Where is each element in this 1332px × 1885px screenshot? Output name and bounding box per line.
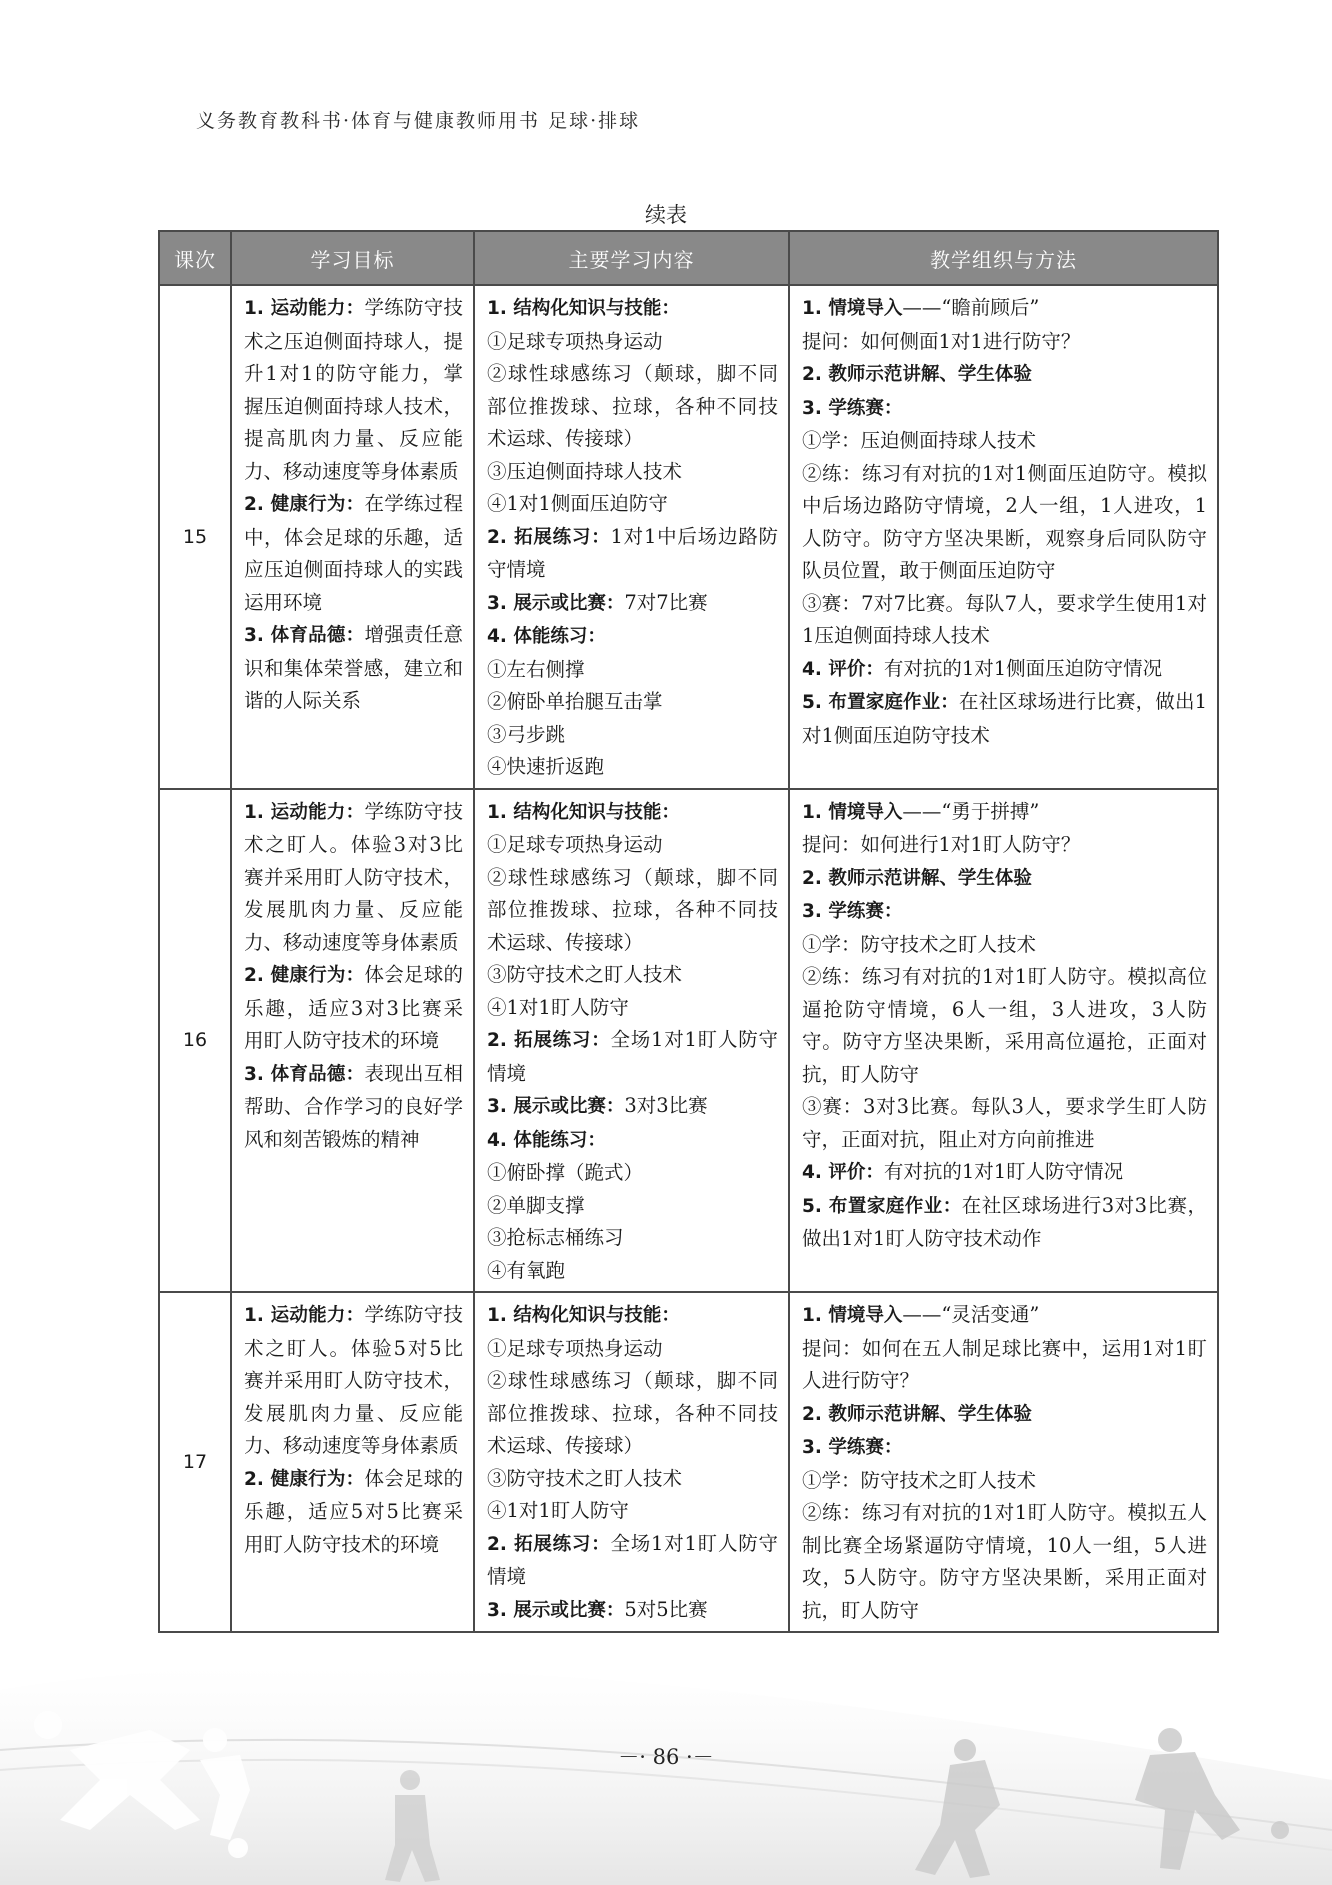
- content-entry-text: ④1对1盯人防守: [487, 1499, 629, 1522]
- methods-entry-label: 5. 布置家庭作业：: [802, 1195, 962, 1217]
- methods-cell: [789, 789, 1218, 1293]
- header-methods: 教学组织与方法: [789, 231, 1218, 285]
- content-cell: [474, 1292, 789, 1632]
- methods-entry-label: 5. 布置家庭作业：: [802, 692, 959, 713]
- methods-entry-text: ③赛：7对7比赛。每队7人，要求学生使用1对1压迫侧面持球人技术: [802, 591, 1207, 647]
- methods-entry-label: 4. 评价：: [802, 658, 884, 680]
- content-entry-label: 1. 结构化知识与技能：: [487, 801, 680, 823]
- page-number: －· 86 ·－: [618, 1745, 714, 1769]
- goals-entry: [244, 488, 463, 619]
- methods-entry-text: 有对抗的1对1盯人防守情况: [883, 1160, 1124, 1183]
- content-entry-label: 3. 展示或比赛：: [487, 592, 625, 614]
- content-entry: [487, 719, 778, 752]
- content-cell: [474, 789, 789, 1293]
- content-entry-label: 3. 展示或比赛：: [487, 1096, 625, 1117]
- content-entry: [487, 292, 778, 326]
- methods-entry: [802, 1465, 1207, 1498]
- content-entry: [487, 751, 778, 784]
- methods-entry: [802, 1190, 1207, 1256]
- content-entry-label: 2. 拓展练习：: [487, 526, 611, 548]
- content-entry: [487, 686, 778, 719]
- goals-entry: [244, 1299, 463, 1463]
- goals-cell: [231, 1292, 474, 1632]
- header-goals: 学习目标: [231, 231, 474, 285]
- table-caption: 续表: [645, 203, 687, 227]
- methods-entry: [802, 425, 1207, 458]
- content-entry-label: 1. 结构化知识与技能：: [487, 1305, 680, 1326]
- content-entry: [487, 587, 778, 621]
- methods-entry-text: ②练：练习有对抗的1对1侧面压迫防守。模拟中后场边路防守情境，2人一组，1人进攻，1人防守。防守方坚决果断，观察身后同队防守队员位置，敢于侧面压迫防守: [802, 461, 1207, 582]
- content-entry: [487, 959, 778, 992]
- methods-entry-text: ①学：防守技术之盯人技术: [802, 932, 1037, 956]
- running-header: 义务教育教科书·体育与健康教师用书 足球·排球: [196, 110, 641, 132]
- methods-entry: [802, 1156, 1207, 1190]
- content-entry: [487, 1594, 778, 1628]
- content-entry-text: ②球性球感练习（颠球，脚不同部位推拨球、拉球，各种不同技术运球、传接球）: [487, 865, 778, 954]
- content-entry-label: 3. 展示或比赛：: [487, 1599, 625, 1621]
- content-entry-text: ④快速折返跑: [487, 755, 605, 778]
- methods-entry: [802, 588, 1207, 653]
- goals-entry: [244, 1058, 463, 1157]
- goals-entry-label: 3. 体育品德：: [244, 625, 365, 646]
- methods-entry: [802, 1091, 1207, 1156]
- goals-entry-label: 2. 健康行为：: [244, 965, 365, 986]
- content-entry: [487, 992, 778, 1025]
- content-entry-text: ②俯卧单抬腿互击掌: [487, 690, 663, 713]
- methods-entry-text: ③赛：3对3比赛。每队3人，要求学生盯人防守，正面对抗，阻止对方向前推进: [802, 1095, 1207, 1151]
- content-entry-text: ①左右侧撑: [487, 657, 585, 681]
- content-entry-text: ①俯卧撑（跪式）: [487, 1161, 644, 1184]
- methods-entry-text: ——“瞻前顾后”: [902, 296, 1040, 319]
- methods-entry-text: ——“勇于拼搏”: [902, 799, 1040, 823]
- content-entry: [487, 1024, 778, 1090]
- goals-entry-text: 体会足球的乐趣，适应5对5比赛采用盯人防守技术的环境: [244, 1466, 463, 1556]
- lesson-number: 17: [159, 1292, 231, 1632]
- methods-entry-label: 1. 情境导入: [802, 1305, 903, 1326]
- methods-entry: [802, 1497, 1207, 1627]
- content-entry: [487, 620, 778, 654]
- content-entry: [487, 862, 778, 960]
- goals-entry-label: 2. 健康行为：: [244, 1468, 365, 1490]
- lesson-number: 15: [159, 285, 231, 789]
- content-entry: [487, 326, 778, 359]
- content-entry: [487, 796, 778, 830]
- goals-cell: [231, 285, 474, 789]
- goals-entry: [244, 959, 463, 1058]
- content-entry: [487, 1190, 778, 1223]
- content-entry-text: ③防守技术之盯人技术: [487, 1466, 683, 1490]
- methods-entry-text: ①学：防守技术之盯人技术: [802, 1468, 1037, 1492]
- content-entry-text: ④1对1盯人防守: [487, 995, 629, 1019]
- content-entry: [487, 1157, 778, 1190]
- content-entry-text: 全场1对1盯人防守情境: [487, 1028, 778, 1085]
- content-entry: [487, 1495, 778, 1528]
- methods-entry: [802, 458, 1207, 588]
- content-entry-label: 2. 拓展练习：: [487, 1030, 611, 1051]
- content-entry-text: 3对3比赛: [624, 1094, 708, 1117]
- methods-entry-label: 1. 情境导入: [802, 801, 903, 823]
- methods-entry: [802, 1299, 1207, 1333]
- content-entry: [487, 1222, 778, 1255]
- methods-entry-text: 在社区球场进行比赛，做出1对1侧面压迫防守技术: [802, 690, 1207, 747]
- methods-entry: [802, 1333, 1207, 1398]
- goals-entry-label: 1. 运动能力：: [244, 298, 365, 319]
- methods-entry-text: ——“灵活变通”: [902, 1303, 1040, 1326]
- table-row: [159, 1292, 1218, 1632]
- goals-entry: [244, 1463, 463, 1562]
- methods-cell: [789, 1292, 1218, 1632]
- methods-entry: [802, 1431, 1207, 1465]
- content-cell: [474, 285, 789, 789]
- methods-entry: [802, 1398, 1207, 1432]
- header-lesson: 课次: [159, 231, 231, 285]
- goals-entry-text: 学练防守技术之盯人。体验5对5比赛并采用盯人防守技术，发展肌肉力量、反应能力、移动速度等身体素质: [244, 1303, 463, 1457]
- goals-entry-text: 学练防守技术之压迫侧面持球人，提升1对1的防守能力，掌握压迫侧面持球人技术，提高肌肉力量、反应能力、移动速度等身体素质: [244, 296, 463, 483]
- content-entry-label: 4. 体能练习：: [487, 1129, 606, 1151]
- methods-entry-text: ②练：练习有对抗的1对1盯人防守。模拟五人制比赛全场紧逼防守情境，10人一组，5人进攻，5人防守。防守方坚决果断，采用正面对抗，盯人防守: [802, 1501, 1207, 1622]
- table-row: [159, 789, 1218, 1293]
- methods-entry-label: 3. 学练赛：: [802, 1437, 903, 1458]
- content-entry: [487, 1124, 778, 1158]
- content-entry: [487, 1365, 778, 1463]
- content-entry: [487, 654, 778, 687]
- content-entry-label: 2. 拓展练习：: [487, 1533, 611, 1555]
- content-entry-text: 全场1对1盯人防守情境: [487, 1531, 778, 1588]
- methods-cell: [789, 285, 1218, 789]
- content-entry: [487, 1299, 778, 1333]
- content-entry: [487, 358, 778, 456]
- goals-entry-text: 体会足球的乐趣，适应3对3比赛采用盯人防守技术的环境: [244, 963, 463, 1052]
- methods-entry-text: ②练：练习有对抗的1对1盯人防守。模拟高位逼抢防守情境，6人一组，3人进攻，3人防守。防守方坚决果断，采用高位逼抢，正面对抗，盯人防守: [802, 965, 1207, 1086]
- goals-entry-text: 在学练过程中，体会足球的乐趣，适应压迫侧面持球人的实践运用环境: [244, 492, 463, 614]
- methods-entry: [802, 796, 1207, 830]
- content-entry-text: ④有氧跑: [487, 1258, 566, 1282]
- content-entry: [487, 829, 778, 862]
- goals-entry-label: 1. 运动能力：: [244, 801, 365, 823]
- goals-entry-text: 表现出互相帮助、合作学习的良好学风和刻苦锻炼的精神: [244, 1061, 463, 1151]
- content-entry: [487, 1333, 778, 1366]
- methods-entry: [802, 392, 1207, 426]
- methods-entry-label: 1. 情境导入: [802, 298, 903, 319]
- content-entry-text: ②球性球感练习（颠球，脚不同部位推拨球、拉球，各种不同技术运球、传接球）: [487, 1369, 778, 1457]
- goals-entry-label: 2. 健康行为：: [244, 494, 365, 515]
- content-entry-text: ①足球专项热身运动: [487, 833, 663, 856]
- content-entry-text: 5对5比赛: [624, 1597, 708, 1621]
- methods-entry: [802, 326, 1207, 359]
- content-entry: [487, 1090, 778, 1124]
- content-entry: [487, 456, 778, 489]
- content-entry-text: 1对1中后场边路防守情境: [487, 524, 778, 581]
- methods-entry: [802, 292, 1207, 326]
- methods-entry: [802, 358, 1207, 392]
- methods-entry-label: 2. 教师示范讲解、学生体验: [802, 867, 1032, 889]
- lesson-plan-table: [158, 230, 1219, 1633]
- goals-entry-text: 增强责任意识和集体荣誉感，建立和谐的人际关系: [244, 623, 463, 712]
- table-header-row: [159, 231, 1218, 285]
- methods-entry-text: 在社区球场进行3对3比赛，做出1对1盯人防守技术动作: [802, 1193, 1207, 1250]
- methods-entry: [802, 686, 1207, 752]
- goals-entry-label: 1. 运动能力：: [244, 1305, 365, 1326]
- content-entry-text: ③防守技术之盯人技术: [487, 963, 683, 986]
- methods-entry: [802, 862, 1207, 896]
- content-entry-text: ①足球专项热身运动: [487, 329, 663, 353]
- methods-entry: [802, 829, 1207, 862]
- content-entry-text: ④1对1侧面压迫防守: [487, 492, 668, 515]
- methods-entry-text: 提问：如何在五人制足球比赛中，运用1对1盯人进行防守？: [802, 1336, 1207, 1392]
- table-row: [159, 285, 1218, 789]
- methods-entry-label: 2. 教师示范讲解、学生体验: [802, 1403, 1032, 1425]
- content-entry: [487, 521, 778, 587]
- methods-entry-label: 2. 教师示范讲解、学生体验: [802, 364, 1032, 385]
- goals-entry: [244, 796, 463, 960]
- content-entry-label: 1. 结构化知识与技能：: [487, 298, 680, 319]
- content-entry-text: 7对7比赛: [624, 590, 708, 614]
- content-entry-text: ③抢标志桶练习: [487, 1226, 624, 1249]
- methods-entry-text: 提问：如何进行1对1盯人防守？: [802, 833, 1081, 856]
- goals-entry-text: 学练防守技术之盯人。体验3对3比赛并采用盯人防守技术，发展肌肉力量、反应能力、移动速度等身体素质: [244, 799, 463, 954]
- methods-entry-label: 3. 学练赛：: [802, 901, 903, 922]
- content-entry: [487, 1463, 778, 1496]
- content-entry: [487, 1528, 778, 1594]
- goals-cell: [231, 789, 474, 1293]
- content-entry-text: ③弓步跳: [487, 722, 566, 746]
- methods-entry: [802, 653, 1207, 687]
- content-entry-label: 4. 体能练习：: [487, 626, 606, 647]
- methods-entry-text: 有对抗的1对1侧面压迫防守情况: [883, 656, 1163, 680]
- content-entry-text: ③压迫侧面持球人技术: [487, 459, 683, 483]
- lesson-number: 16: [159, 789, 231, 1293]
- header-content: 主要学习内容: [474, 231, 789, 285]
- goals-entry: [244, 619, 463, 718]
- content-entry: [487, 488, 778, 521]
- methods-entry: [802, 961, 1207, 1091]
- methods-entry: [802, 895, 1207, 929]
- methods-entry-label: 4. 评价：: [802, 1162, 884, 1183]
- content-entry-text: ②单脚支撑: [487, 1193, 585, 1217]
- goals-entry-label: 3. 体育品德：: [244, 1063, 365, 1085]
- methods-entry: [802, 929, 1207, 962]
- goals-entry: [244, 292, 463, 488]
- content-entry-text: ②球性球感练习（颠球，脚不同部位推拨球、拉球，各种不同技术运球、传接球）: [487, 362, 778, 450]
- methods-entry-label: 3. 学练赛：: [802, 397, 903, 419]
- content-entry: [487, 1255, 778, 1288]
- methods-entry-text: ①学：压迫侧面持球人技术: [802, 429, 1037, 452]
- methods-entry-text: 提问：如何侧面1对1进行防守？: [802, 329, 1081, 353]
- content-entry-text: ①足球专项热身运动: [487, 1336, 663, 1360]
